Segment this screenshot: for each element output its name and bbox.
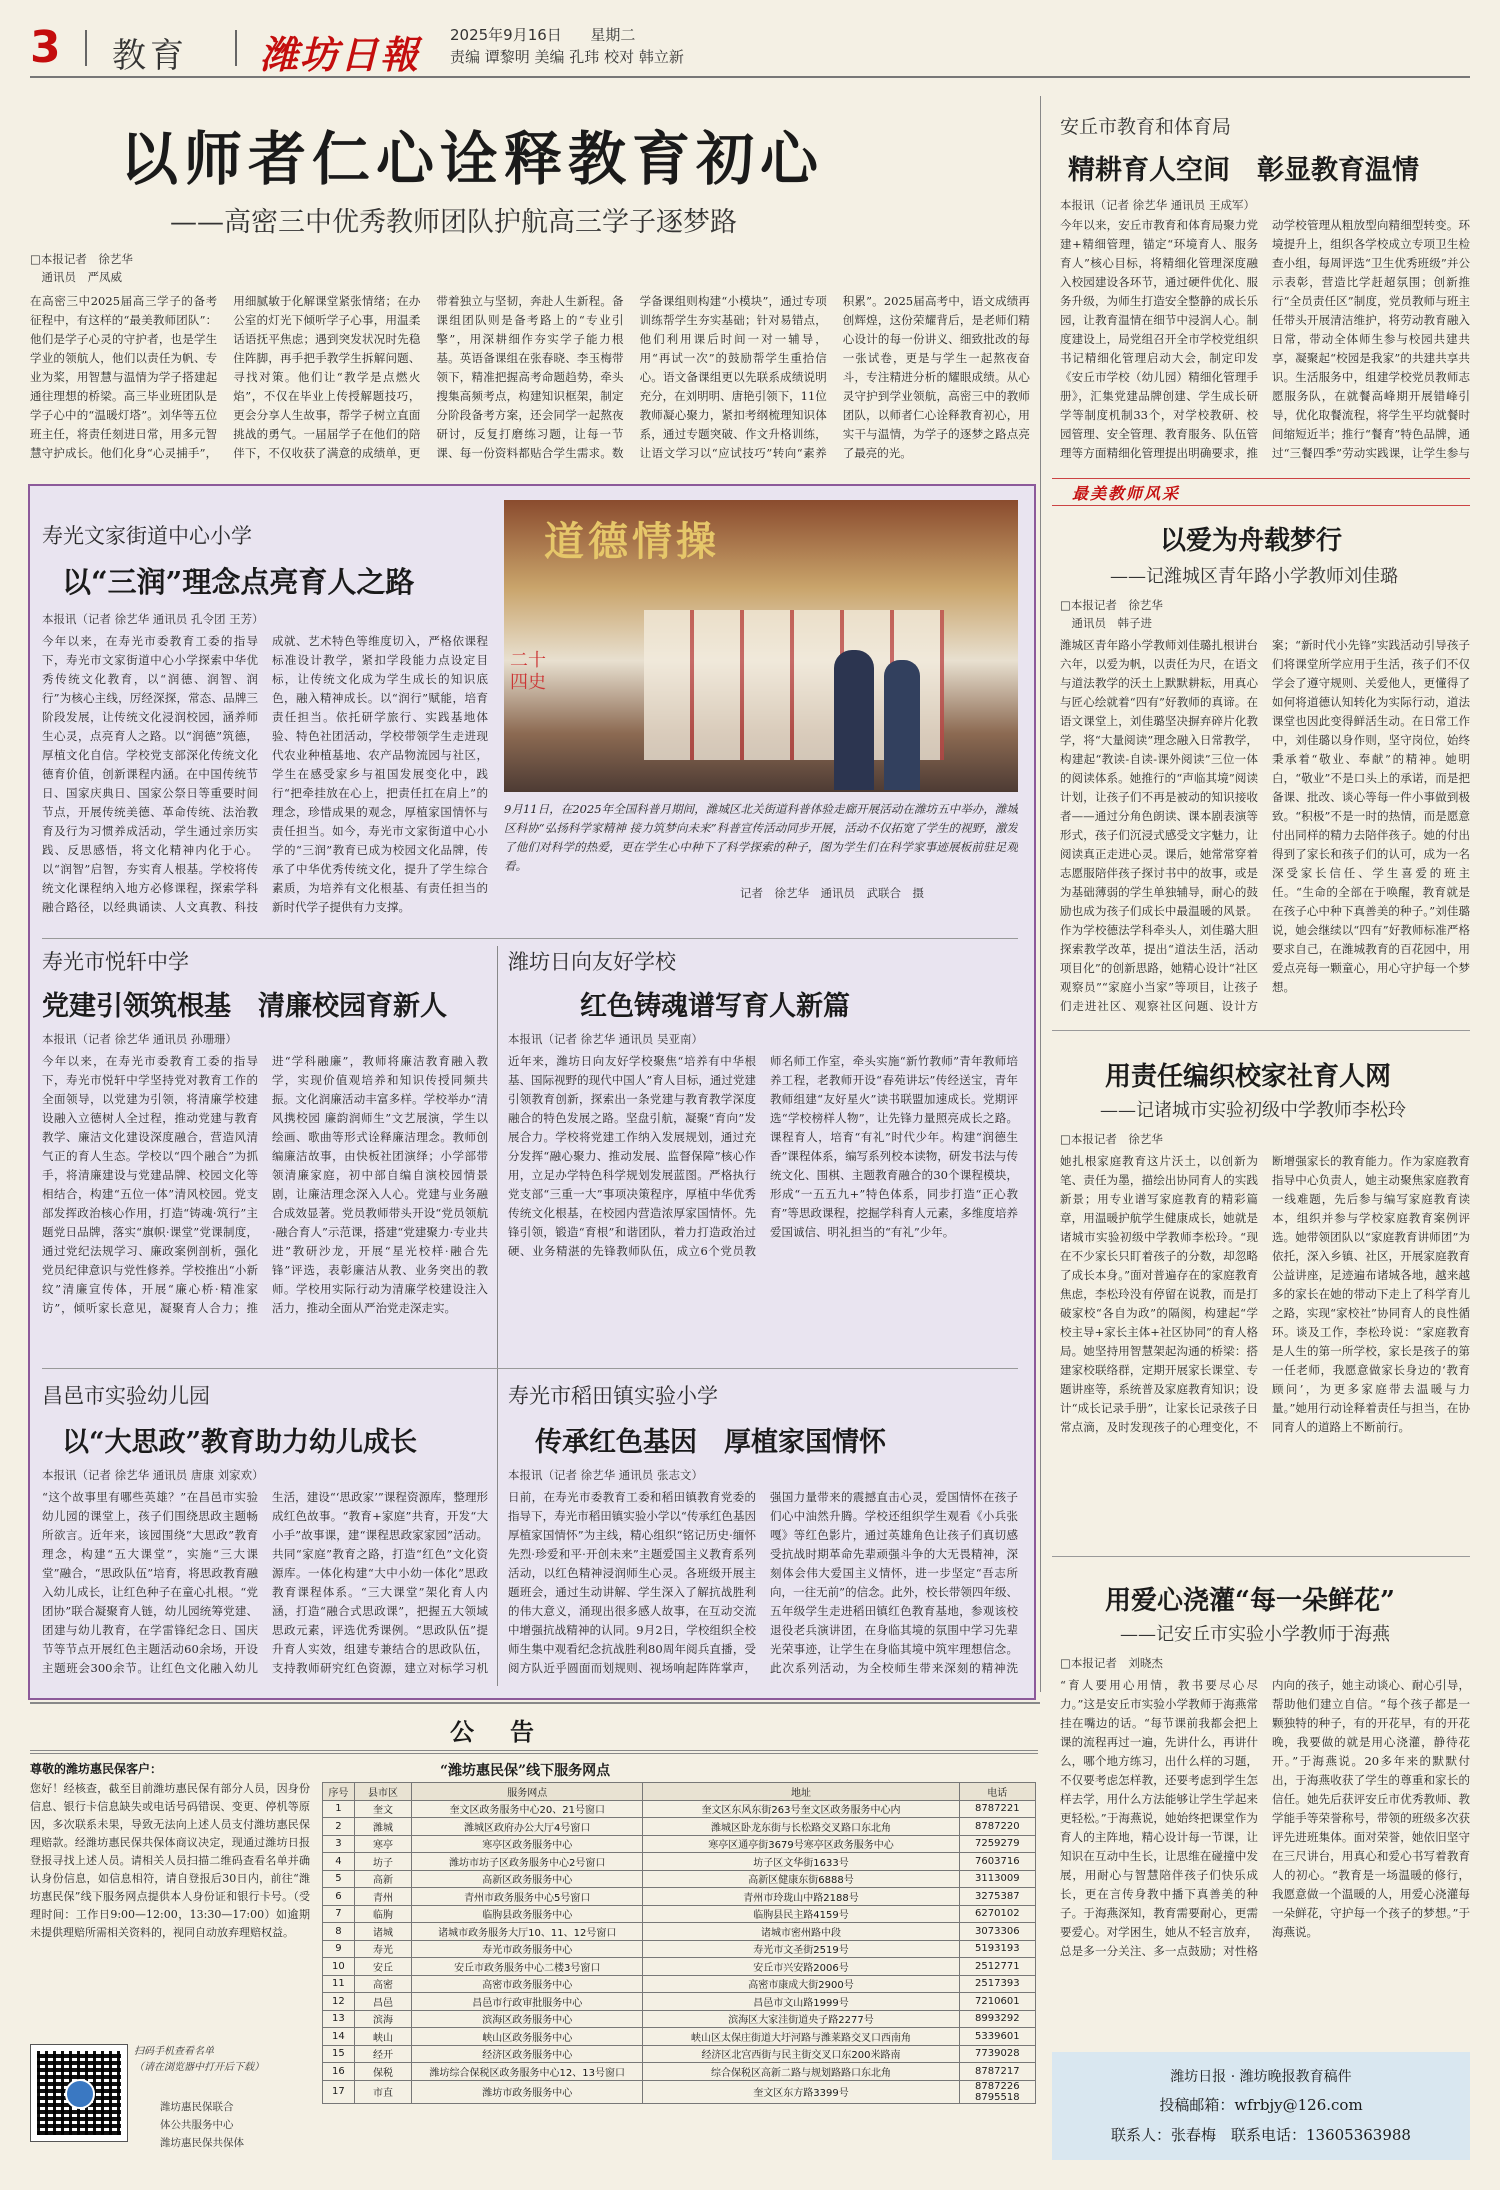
table-header-cell: 服务网点 [412,1783,643,1801]
article-text: 潍城区青年路小学教师刘佳璐扎根讲台六年，以爱为帆，以责任为尺，在语文与道法教学的沃土上默默耕耘，用真心与匠心绘就着“四有”好教师的真谛。在语文课堂上，刘佳璐坚决摒弃碎片化教学，将“大量阅读”理念融入日常教学，构建起“教读-自读-课外阅读”三位一体的阅读体系。她推行的“声临其境”阅读计划，让孩子们不再是被动的知识接收者——通过分角色朗读、课本剧表演等形式，孩子们沉浸式感受文字魅力，让阅读真正走进心灵。课后，她常常穿着志愿服陪伴孩子探讨书中的故事，或是为基础薄弱的学生单独辅导，耐心的鼓励也成为孩子们成长中最温暖的风景。作为学校德法学科牵头人，刘佳璐大胆探索教学改革，提出“道法生活，活动项目化”的创新思路，她精心设计“社区观察员”“家庭小当家”等项目，让孩子们走进社区、观察社区问题、设计方案；“新时代小先锋”实践活动引导孩子们将课堂所学应用于生活，孩子们不仅学会了遵守规则、关爱他人，更懂得了如何将道德认知转化为实际行动，道法课堂也因此变得鲜活生动。在日常工作中，刘佳璐以身作则，坚守岗位，始终秉承着“敬业、奉献”的精神。她明白，“敬业”不是口头上的承诺，而是把备课、批改、谈心等每一件小事做到极致。“积极”不是一时的热情，而是愿意付出同样的精力去陪伴孩子。她的付出得到了家长和孩子们的认可，成为一名深受家长信任、学生喜爱的班主任。“生命的全部在于唤醒，教育就是在孩子心中种下真善美的种子。”刘佳璐说，她会继续以“四有”好教师标准严格要求自己，在潍城教育的百花园中，用爱点亮每一颗童心，用心守护每一个梦想。 [1060,638,1470,1013]
table-cell: 潍坊市政务服务中心 [412,2080,643,2103]
divider [1052,1030,1470,1031]
table-cell: 高密市政务服务中心 [412,1975,643,1993]
submission-contact: 联系人：张春梅 联系电话：13605363988 [1111,2126,1411,2144]
editor-credits: 责编 谭黎明 美编 孔玮 校对 韩立新 [450,48,684,66]
table-row [323,1975,1036,1993]
article-title: 以“三润”理念点亮育人之路 [62,565,415,599]
lead-byline: □本报记者 徐艺华 通讯员 严凤威 [30,252,133,284]
table-cell: 安丘市政务服务中心二楼3号窗口 [412,1958,643,1976]
table-cell: 16 [323,2063,355,2081]
table-row [323,1835,1036,1853]
article-byline: 本报讯（记者 徐艺华 通讯员 孔令团 王芳） [42,612,264,626]
table-header-cell: 地址 [643,1783,959,1801]
table-cell: 7 [323,1905,355,1923]
student-figure [884,660,920,790]
table-cell: 寿光 [354,1940,411,1958]
divider [30,1702,1040,1704]
table-cell: 3113009 [959,1870,1035,1888]
table-cell: 7739028 [959,2045,1035,2063]
table-cell: 7259279 [959,1835,1035,1853]
school-name: 潍坊日向友好学校 [508,950,676,974]
table-cell: 昌邑市文山路1999号 [643,1993,959,2011]
table-cell: 奎文区东风东街263号奎文区政务服务中心内 [643,1800,959,1818]
table-cell: 8993292 [959,2010,1035,2028]
table-cell: 保税 [354,2063,411,2081]
header-info [450,24,684,68]
student-figure [834,650,874,790]
table-cell: 6 [323,1888,355,1906]
page-number: 3 [30,22,61,73]
table-cell: 寒亭 [354,1835,411,1853]
table-cell: 高密 [354,1975,411,1993]
table-title: “潍坊惠民保”线下服务网点 [440,1763,611,1779]
service-table [322,1782,1036,2104]
table-cell: 寿光市文圣街2519号 [643,1940,959,1958]
table-cell: 7210601 [959,1993,1035,2011]
article-byline: 本报讯（记者 徐艺华 通讯员 唐康 刘家欢） [42,1468,264,1482]
notice-text: 您好！经核查，截至目前潍坊惠民保有部分人员，因身份信息、银行卡信息缺失或电话号码错误、变更、停机等原因，多次联系未果，导致无法向上述人员支付潍坊惠民保理赔款。经潍坊惠民保共保体商议决定，现通过潍坊日报登报寻找上述人员。请相关人员扫描二维码查看名单并确认身份信息，如信息相符，请自登报后30日内，前往“潍坊惠民保”线下服务网点提供本人身份证和银行卡号。（受理时间：工作日9:00—12:00，13:30—17:00）如逾期未提供理赔所需相关资料的，视同自动放弃理赔权益。 [30,1782,310,1939]
table-row [323,1888,1036,1906]
table-row [323,2063,1036,2081]
table-row [323,1905,1036,1923]
divider [1052,1556,1470,1557]
table-cell: 17 [323,2080,355,2103]
table-cell: 坊子区文华街1633号 [643,1853,959,1871]
lead-text: 在高密三中2025届高三学子的备考征程中，有这样的“最美教师团队”：他们是学子心灵的守护者，也是学生学业的领航人，他们以责任为帆、专业为桨，用智慧与温情为学子搭建起通往理想的桥梁。高三毕业班团队是学子心中的“温暖灯塔”。刘华等五位班主任，将责任刻进日常，用多元智慧守护成长。他们化身“心灵捕手”，用细腻敏于化解课堂紧张情绪；在办公室的灯光下倾听学子心事，用温柔话语抚平焦虑；遇到突发状况时先稳住阵脚，再手把手教学生拆解问题、寻找对策。他们让“教学是点燃火焰”，不仅在毕业上传授解题技巧，更会分享人生故事，帮学子树立直面挑战的勇气。一届届学子在他们的陪伴下，不仅收获了满意的成绩单，更带着独立与坚韧，奔赴人生新程。备课组团队则是备考路上的“专业引擎”，用深耕细作夯实学子能力根基。英语备课组在张春晓、李玉梅带领下，精准把握高考命题趋势，牵头搜集高频考点，构建知识框架，制定分阶段备考方案，还会同学一起熬夜研讨，反复打磨练习题，让每一节课、每一份资料都贴合学生需求。数学备课组则构建“小模块”，通过专项训练帮学生夯实基础；针对易错点，他们利用课后时间一对一辅导，用“再试一次”的鼓励帮学生重拾信心。语文备课组更以先联系成绩说明充分，在刘明明、唐艳引领下，11位教师凝心聚力，紧扣考纲梳理知识体系，通过专题突破、作文升格训练，让语文学习以“应试技巧”转向“素养积累”。2025届高考中，语文成绩再创辉煌，这份荣耀背后，是老师们精心设计的每一份讲义、细致批改的每一张试卷，更是与学生一起熬夜奋斗，专注精进分析的耀眼成绩。从心灵守护到学业领航，高密三中的教师团队，以师者仁心诠释教育初心，用实干与温情，为学子的逐梦之路点亮了最亮的光。 [30,294,1030,460]
photo-panel-text: 二十四史 [510,650,546,693]
table-cell: 青州市玲珑山中路2188号 [643,1888,959,1906]
table-cell: 高新区健康东街6888号 [643,1870,959,1888]
table-cell: 13 [323,2010,355,2028]
table-cell: 高新区政务服务中心 [412,1870,643,1888]
news-photo [504,500,1018,792]
table-cell: 青州市政务服务中心5号窗口 [412,1888,643,1906]
lead-title: 以师者仁心诠释教育初心 [120,125,825,193]
article-title: 以“大思政”教育助力幼儿成长 [62,1427,418,1458]
table-cell: 潍城区卧龙东街与长松路交叉路口东北角 [643,1818,959,1836]
article-title: 党建引领筑根基 清廉校园育新人 [42,991,447,1022]
table-cell: 峡山区太保庄街道大圩河路与潍莱路交叉口西南角 [643,2028,959,2046]
notice-heading: 公 告 [450,1717,540,1746]
table-row [323,1993,1036,2011]
table-cell: 寿光市政务服务中心 [412,1940,643,1958]
table-cell: 3073306 [959,1923,1035,1941]
table-cell: 滨海 [354,2010,411,2028]
article-text: “这个故事里有哪些英雄？”在昌邑市实验幼儿园的课堂上，孩子们围绕思政主题畅所欲言。近年来，该园围绕“大思政”教育理念，构建“五大课堂”，实施“三大课堂”融合，“思政队伍”培育，将思政教育融入幼儿成长，让红色种子在童心扎根。“党团协”联合凝聚育人链，幼儿园统筹党建、团建与幼儿教育，在学雷锋纪念日、国庆节等节点开展红色主题活动60余场，开设主题班会300余节。让红色文化融入幼儿生活，建设“‘思政家’”课程资源库，整理形成红色故事。“教育+家庭”共育，开发“大小手”故事课，建“课程思政家家园”活动。共同“家庭”教育之路，打造“红色”文化资源库。一体化构建“大中小幼一体化”思政教育课程体系。“三大课堂”架化育人内涵，打造“融合式思政课”，把握五大领域思政元素，评选优秀课例。“思政队伍”提升育人实效，组建专兼结合的思政队伍，支持教师研究红色资源，建立对标学习机 [42,1490,488,1675]
photo-banner-text: 道德情操 [544,518,720,565]
article-text: 今年以来，在寿光市委教育工委的指导下，寿光市文家街道中心小学探索中华优秀传统文化教育，以“润德、润智、润行”为核心主线，厉经深探，常态、品牌三阶段发展，让传统文化浸润校园，涵养师生心灵，点亮育人之路。以“润德”筑德，厚植文化自信。学校党支部深化传统文化德育价值，创新课程内涵。在中国传统节日、国家庆典日、国家公祭日等重要时间节点，开展传统美德、革命传统、法治教育及行为习惯养成活动，学生通过亲历实践、反思感悟，将文化精神内化于心。以“润智”启智，夯实育人根基。学校将传统文化课程纳入地方必修课程，探索学科融合路径，以经典诵读、人文真教、科技成就、艺术特色等维度切入，严格依课程标准设计教学，紧扣学段能力点设定目标，让传统文化成为学生成长的知识底色，融入精神成长。以“润行”赋能，培育责任担当。依托研学旅行、实践基地体验、特色社团活动，学校带领学生走进现代农业种植基地、农产品物流园与社区，学生在感受家乡与祖国发展变化中，践行“把牵挂放在心上，把责任扛在肩上”的理念，珍惜成果的观念，厚植家国情怀与责任担当。如今，寿光市文家街道中心小学的“三润”教育已成为校园文化品牌，传承了中华优秀传统文化，提升了学生综合素质，为培养有文化根基、有责任担当的新时代学子提供有力支撑。 [42,634,488,914]
article-text: 近年来，潍坊日向友好学校聚焦“培养有中华根基、国际视野的现代中国人”育人目标，通过党建引领教育创新，探索出一条党建与教育教学深度融合的特色发展之路。坚盘引航，凝聚“育向”发展合力。学校将党建工作纳入发展规划，通过充分发挥“融心聚力、推动发展、监督保障”核心作用，立足办学特色科学规划发展蓝图。严格执行党支部“三重一大”事项决策程序，厚植中华优秀传统文化根基，在校园内营造浓厚家国情怀。先锋引领，锻造“育根”和谐团队，着力打造政治过硬、业务精湛的先锋教师队伍，成立6个党员教师名师工作室，牵头实施“新竹教师”青年教师培养工程，老教师开设“春苑讲坛”传经送宝，青年教师组建“友好星火”读书联盟加速成长。党期评选“学校榜样人物”，让先锋力量照亮成长之路。课程育人，培育“有礼”时代少年。构建“润德生香”课程体系，编写系列校本读物，研发书法与传统文化、围棋、主题教育融合的30个课程模块，形成“一五五九+”特色体系，同步打造“正心教育”等思政课程，挖掘学科育人元素，多维度培养爱国诚信、明礼担当的“有礼”少年。 [508,1054,1018,1258]
table-row [323,1870,1036,1888]
table-cell: 奎文区东方路3399号 [643,2080,959,2103]
table-row [323,1818,1036,1836]
article-text: 今年以来，在寿光市委教育工委的指导下，寿光市悦轩中学坚持党对教育工作的全面领导，以党建为引领，将清廉学校建设融入立德树人全过程，推动党建与教育教学、廉洁文化建设深度融合，营造风清气正的育人生态。学校以“四个融合”为抓手，将清廉建设与党建品牌、校园文化等相结合，构建“五位一体”清风校园。党支部发挥政治核心作用，打造“铸魂·筑行”主题党日品牌，落实“旗帜·课堂”党课制度，通过党纪法规学习、廉政案例剖析，强化党员纪律意识与党性修养。学校推出“小新纹”清廉宣传体，开展“廉心桥·精准家访”，倾听家长意见，凝聚育人合力；推进“学科融廉”，教师将廉洁教育融入教学，实现价值观培养和知识传授同频共振。文化润廉活动丰富多样。学校举办“清风携校园 廉韵润师生”文艺展演，学生以绘画、歌曲等形式诠释廉洁理念。教师创编廉洁故事，由快板社团演绎；小学部带领清廉家庭，初中部自编自演校园情景剧，让廉洁理念深入人心。党建与业务融合成效显著。党员教师带头开设“党员领航·融合育人”示范课，搭建“党建聚力·专业共进”教研沙龙，开展“星光校样·融合先锋”评选，表彰廉洁从教、业务突出的教师。学校用实际行动为清廉学校建设注入活力，推动全面从严治党走深走实。 [42,1054,488,1315]
table-cell: 诸城市政务服务大厅10、11、12号窗口 [412,1923,643,1941]
table-cell: 高新 [354,1870,411,1888]
notice-signoff: 潍坊惠民保联合 体公共服务中心 潍坊惠民保共保体 [160,2101,244,2149]
submission-line-1: 潍坊日报 · 潍坊晚报教育稿件 [1170,2069,1352,2085]
article-text: “育人要用心用情，教书要尽心尽力。”这是安丘市实验小学教师于海燕常挂在嘴边的话。“每节课前我都会把上课的流程再过一遍，先讲什么，再讲什么，哪个地方练习，出什么样的习题，不仅要考虑怎样教，还要考虑到学生怎样去学，用什么方法能够让学生学起来更轻松。”于海燕说，她始终把课堂作为育人的主阵地，精心设计每一节课，让知识在互动中生长，让思维在碰撞中发展，用耐心与智慧陪伴孩子们快乐成长，更在言传身教中播下真善美的种子。于海燕深知，教育需要耐心，更需要爱心。对学困生，她从不轻言放弃，总是多一分关注、多一点鼓励；对性格内向的孩子，她主动谈心、耐心引导，帮助他们建立自信。“每个孩子都是一颗独特的种子，有的开花早，有的开花晚，我要做的就是用心浇灌，静待花开。”于海燕说。20多年来的默默付出，于海燕收获了学生的尊重和家长的信任。她先后获评安丘市优秀教师、教学能手等荣誉称号，带领的班级多次获评先进班集体。面对荣誉，她依旧坚守在三尺讲台，用真心和爱心书写着教育人的初心。“教育是一场温暖的修行，我愿意做一个温暖的人，用爱心浇灌每一朵鲜花，守护每一个孩子的梦想。”于海燕说。 [1060,1678,1470,1958]
article-subtitle: ——记诸城市实验初级中学教师李松玲 [1100,1100,1406,1121]
article-title: 用爱心浇灌“每一朵鲜花” [1105,1586,1395,1616]
article-title: 用责任编织校家社育人网 [1105,1062,1392,1092]
table-cell: 峡山区政务服务中心 [412,2028,643,2046]
table-row [323,1958,1036,1976]
table-cell: 3275387 [959,1888,1035,1906]
table-cell: 1 [323,1800,355,1818]
table-cell: 经开 [354,2045,411,2063]
article-title: 以爱为舟载梦行 [1160,526,1343,556]
article-byline: 本报讯（记者 徐艺华 通讯员 孙珊珊） [42,1032,237,1046]
table-row [323,1940,1036,1958]
table-cell: 5193193 [959,1940,1035,1958]
school-name: 昌邑市实验幼儿园 [42,1384,210,1408]
table-cell: 临朐县民主路4159号 [643,1905,959,1923]
article-byline: □本报记者 徐艺华 通讯员 韩子进 [1060,598,1163,630]
table-cell: 15 [323,2045,355,2063]
table-cell: 5339601 [959,2028,1035,2046]
table-cell: 9 [323,1940,355,1958]
divider [42,938,1018,939]
article-byline: □本报记者 刘晓杰 [1060,1656,1163,1670]
table-cell: 10 [323,1958,355,1976]
weekday: 星期二 [590,26,636,44]
qr-note: 扫码手机查看名单 （请在浏览器中打开后下载） [134,2046,264,2073]
divider [235,30,237,66]
table-cell: 昌邑 [354,1993,411,2011]
table-cell: 滨海区政务服务中心 [412,2010,643,2028]
article-text: 她扎根家庭教育这片沃土，以创新为笔、责任为墨，描绘出协同育人的实践新景；用专业谱写家庭教育的精彩篇章，用温暖护航学生健康成长，她就是诸城市实验初级中学教师李松玲。“现在不少家长只盯着孩子的分数，却忽略了成长本身。”面对普遍存在的家庭教育焦虑，李松玲没有停留在说教，而是打破家校“各自为政”的隔阂，构建起“学校主导+家长主体+社区协同”的育人格局。她坚持用智慧架起沟通的桥梁：搭建家校联络群，定期开展家长课堂、专题讲座等，系统普及家庭教育知识；设计“成长记录手册”，让家长记录孩子日常点滴，及时发现孩子的心理变化，不断增强家长的教育能力。作为家庭教育指导中心负责人，她主动聚焦家庭教育一线难题，先后参与编写家庭教育读本，组织并参与学校家庭教育案例评选。她带领团队以“家庭教育讲师团”为依托，深入乡镇、社区，开展家庭教育公益讲座，足迹遍布诸城各地，越来越多的家长在她的带动下走上了科学育儿之路，实现“家校社”协同育人的良性循环。谈及工作，李松玲说：“家庭教育是人生的第一所学校，家长是孩子的第一任老师，我愿意做家长身边的‘教育顾问’，为更多家庭带去温暖与力量。”她用行动诠释着责任与担当，在协同育人的道路上不断前行。 [1060,1154,1470,1434]
divider [85,30,87,66]
school-name: 寿光市稻田镇实验小学 [508,1384,718,1408]
table-cell: 潍坊市坊子区政务服务中心2号窗口 [412,1853,643,1871]
table-cell: 潍城 [354,1818,411,1836]
article-text: 今年以来，安丘市教育和体育局聚力党建+精细管理，锚定“环境育人、服务育人”核心目标，将精细化管理深度融入校园建设各环节，通过硬件优化、服务升级，为师生打造安全整静的成长乐园，让教育温情在细节中浸润人心。制度建设上，局党组召开全市学校党组织书记精细化管理启动大会，制定印发《安丘市学校（幼儿园）精细化管理手册》，汇集党建品牌创建、学生成长研学等制度机制33个，对学校教研、校园管理、安全管理、教育服务、队伍管理等方面精细化管理提出明确要求，推动学校管理从粗放型向精细型转变。环境提升上，组织各学校成立专项卫生检查小组，每周评选“卫生优秀班级”并公示表彰，营造比学赶超氛围；创新推行“全员责任区”制度，党员教师与班主任带头开展清洁维护，将劳动教育融入日常，带动全体师生参与校园共建共享，凝聚起“校园是我家”的共建共享共识。生活服务中，组建学校党员教师志愿服务队，在就餐高峰期开展错峰引导，优化取餐流程，将学生平均就餐时间缩短近半；推行“餐育”特色品牌，通过“三餐四季”劳动实践课，让学生参与 [1060,218,1470,460]
table-cell: 峡山 [354,2028,411,2046]
article-text: 日前，在寿光市委教育工委和稻田镇教育党委的指导下，寿光市稻田镇实验小学以“传承红色基因 厚植家国情怀”为主线，精心组织“铭记历史·缅怀先烈·珍爱和平·开创未来”主题爱国主义教育系列活动，以红色精神浸润师生心灵。各班级开展主题班会，通过生动讲解、学生深入了解抗战胜利的伟大意义，涌现出很多感人故事，在互动交流中增强抗战精神的认同。9月2日，学校组织全校师生集中观看纪念抗战胜利80周年阅兵直播，受阅方队近乎圆面而划规则、视场响起阵阵掌声，强国力量带来的震撼直击心灵，爱国情怀在孩子们心中油然升腾。学校还组织学生观看《小兵张嘎》等红色影片，通过英雄角色让孩子们真切感受抗战时期革命先辈顽强斗争的大无畏精神，深刻体会伟大爱国主义情怀，进一步坚定“吾志所向，一往无前”的信念。此外，校长带领四年级、五年级学生走进稻田镇红色教育基地，参观该校退役老兵演讲团，在身临其境的氛围中学习先辈光荣事迹，让学生在身临其境中筑牢理想信念。此次系列活动，为全校师生带来深刻的精神洗 [508,1490,1018,1675]
table-row [323,1800,1036,1818]
table-cell: 临朐县政务服务中心 [412,1905,643,1923]
article-byline: 本报讯（记者 徐艺华 通讯员 张志文） [508,1468,703,1482]
teachers-banner [1052,478,1470,506]
school-name: 寿光市悦轩中学 [42,950,189,974]
table-cell: 8787221 [959,1800,1035,1818]
table-cell: 综合保税区高新二路与规划路路口东北角 [643,2063,959,2081]
table-cell: 安丘 [354,1958,411,1976]
table-cell: 奎文 [354,1800,411,1818]
article-subtitle: ——记安丘市实验小学教师于海燕 [1120,1624,1390,1645]
service-table-grid [322,1782,1036,2104]
submission-box [1052,2052,1470,2160]
article-byline: □本报记者 徐艺华 [1060,1132,1163,1146]
table-row [323,1923,1036,1941]
table-cell: 2512771 [959,1958,1035,1976]
table-cell: 昌邑市行政审批服务中心 [412,1993,643,2011]
table-cell: 5 [323,1870,355,1888]
table-cell: 8787217 [959,2063,1035,2081]
table-header-cell: 序号 [323,1783,355,1801]
table-cell: 滨海区大家洼街道央子路2277号 [643,2010,959,2028]
table-cell: 2 [323,1818,355,1836]
photo-credit: 记者 徐艺华 通讯员 武联合 摄 [740,886,924,900]
table-cell: 3 [323,1835,355,1853]
table-header-cell: 电话 [959,1783,1035,1801]
table-row [323,2080,1036,2103]
table-cell: 寒亭区通亭街3679号寒亭区政务服务中心 [643,1835,959,1853]
column-rule [497,946,498,1686]
table-row [323,1853,1036,1871]
photo-caption: 9月11日，在2025年全国科普月期间，潍城区北关街道科普体验走廊开展活动在潍坊五中举办，潍城区科协“弘扬科学家精神 接力筑梦向未来”科普宣传活动同步开展，活动不仅拓宽了学生的视野，激发了他们对科学的热爱，更在学生心中种下了科学探索的种子，图为学生们在科学家事迹展板前驻足观看。 [504,802,1018,873]
table-cell: 临朐 [354,1905,411,1923]
divider [42,1368,1018,1369]
newspaper-logo: 潍坊日報 [260,32,421,77]
issue-date: 2025年9月16日 [450,26,562,44]
table-cell: 8787220 [959,1818,1035,1836]
table-cell: 4 [323,1853,355,1871]
article-kicker: 安丘市教育和体育局 [1060,116,1232,138]
table-cell: 市直 [354,2080,411,2103]
table-cell: 坊子 [354,1853,411,1871]
table-cell: 高密市康成大街2900号 [643,1975,959,1993]
column-rule [1040,96,1041,1692]
table-cell: 安丘市兴安路2006号 [643,1958,959,1976]
table-header-row [323,1783,1036,1801]
article-title: 精耕育人空间 彰显教育温情 [1068,155,1419,186]
table-cell: 2517393 [959,1975,1035,1993]
table-row [323,2028,1036,2046]
qr-code[interactable] [30,2044,128,2142]
table-cell: 11 [323,1975,355,1993]
table-cell: 14 [323,2028,355,2046]
submission-email[interactable]: 投稿邮箱：wfrbjy@126.com [1159,2096,1363,2114]
table-cell: 奎文区政务服务中心20、21号窗口 [412,1800,643,1818]
table-cell: 诸城 [354,1923,411,1941]
table-cell: 潍坊综合保税区政务服务中心12、13号窗口 [412,2063,643,2081]
lead-subtitle: ——高密三中优秀教师团队护航高三学子逐梦路 [170,207,737,238]
table-row [323,2010,1036,2028]
article-byline: 本报讯（记者 徐艺华 通讯员 王成军） [1060,198,1255,212]
article-title: 红色铸魂谱写育人新篇 [580,991,850,1022]
table-cell: 7603716 [959,1853,1035,1871]
table-row [323,2045,1036,2063]
table-cell: 潍城区政府办公大厅4号窗口 [412,1818,643,1836]
table-cell: 寒亭区政务服务中心 [412,1835,643,1853]
table-cell: 青州 [354,1888,411,1906]
divider [30,1750,1038,1754]
table-header-cell: 县市区 [354,1783,411,1801]
table-cell: 8 [323,1923,355,1941]
article-byline: 本报讯（记者 徐艺华 通讯员 吴亚南） [508,1032,703,1046]
teachers-banner-label: 最美教师风采 [1072,484,1181,503]
table-cell: 经济区北宫西街与民主街交叉口东200米路南 [643,2045,959,2063]
table-cell: 诸城市密州路中段 [643,1923,959,1941]
table-cell: 经济区政务服务中心 [412,2045,643,2063]
section-name: 教育 [112,36,188,76]
table-cell: 8787226 8795518 [959,2080,1035,2103]
notice-salutation: 尊敬的潍坊惠民保客户： [30,1762,163,1776]
table-cell: 6270102 [959,1905,1035,1923]
table-cell: 12 [323,1993,355,2011]
school-name: 寿光文家街道中心小学 [42,524,252,548]
article-subtitle: ——记潍城区青年路小学教师刘佳璐 [1110,566,1398,587]
qr-logo-icon [65,2079,95,2109]
article-title: 传承红色基因 厚植家国情怀 [535,1427,886,1458]
page-header [30,18,1470,78]
